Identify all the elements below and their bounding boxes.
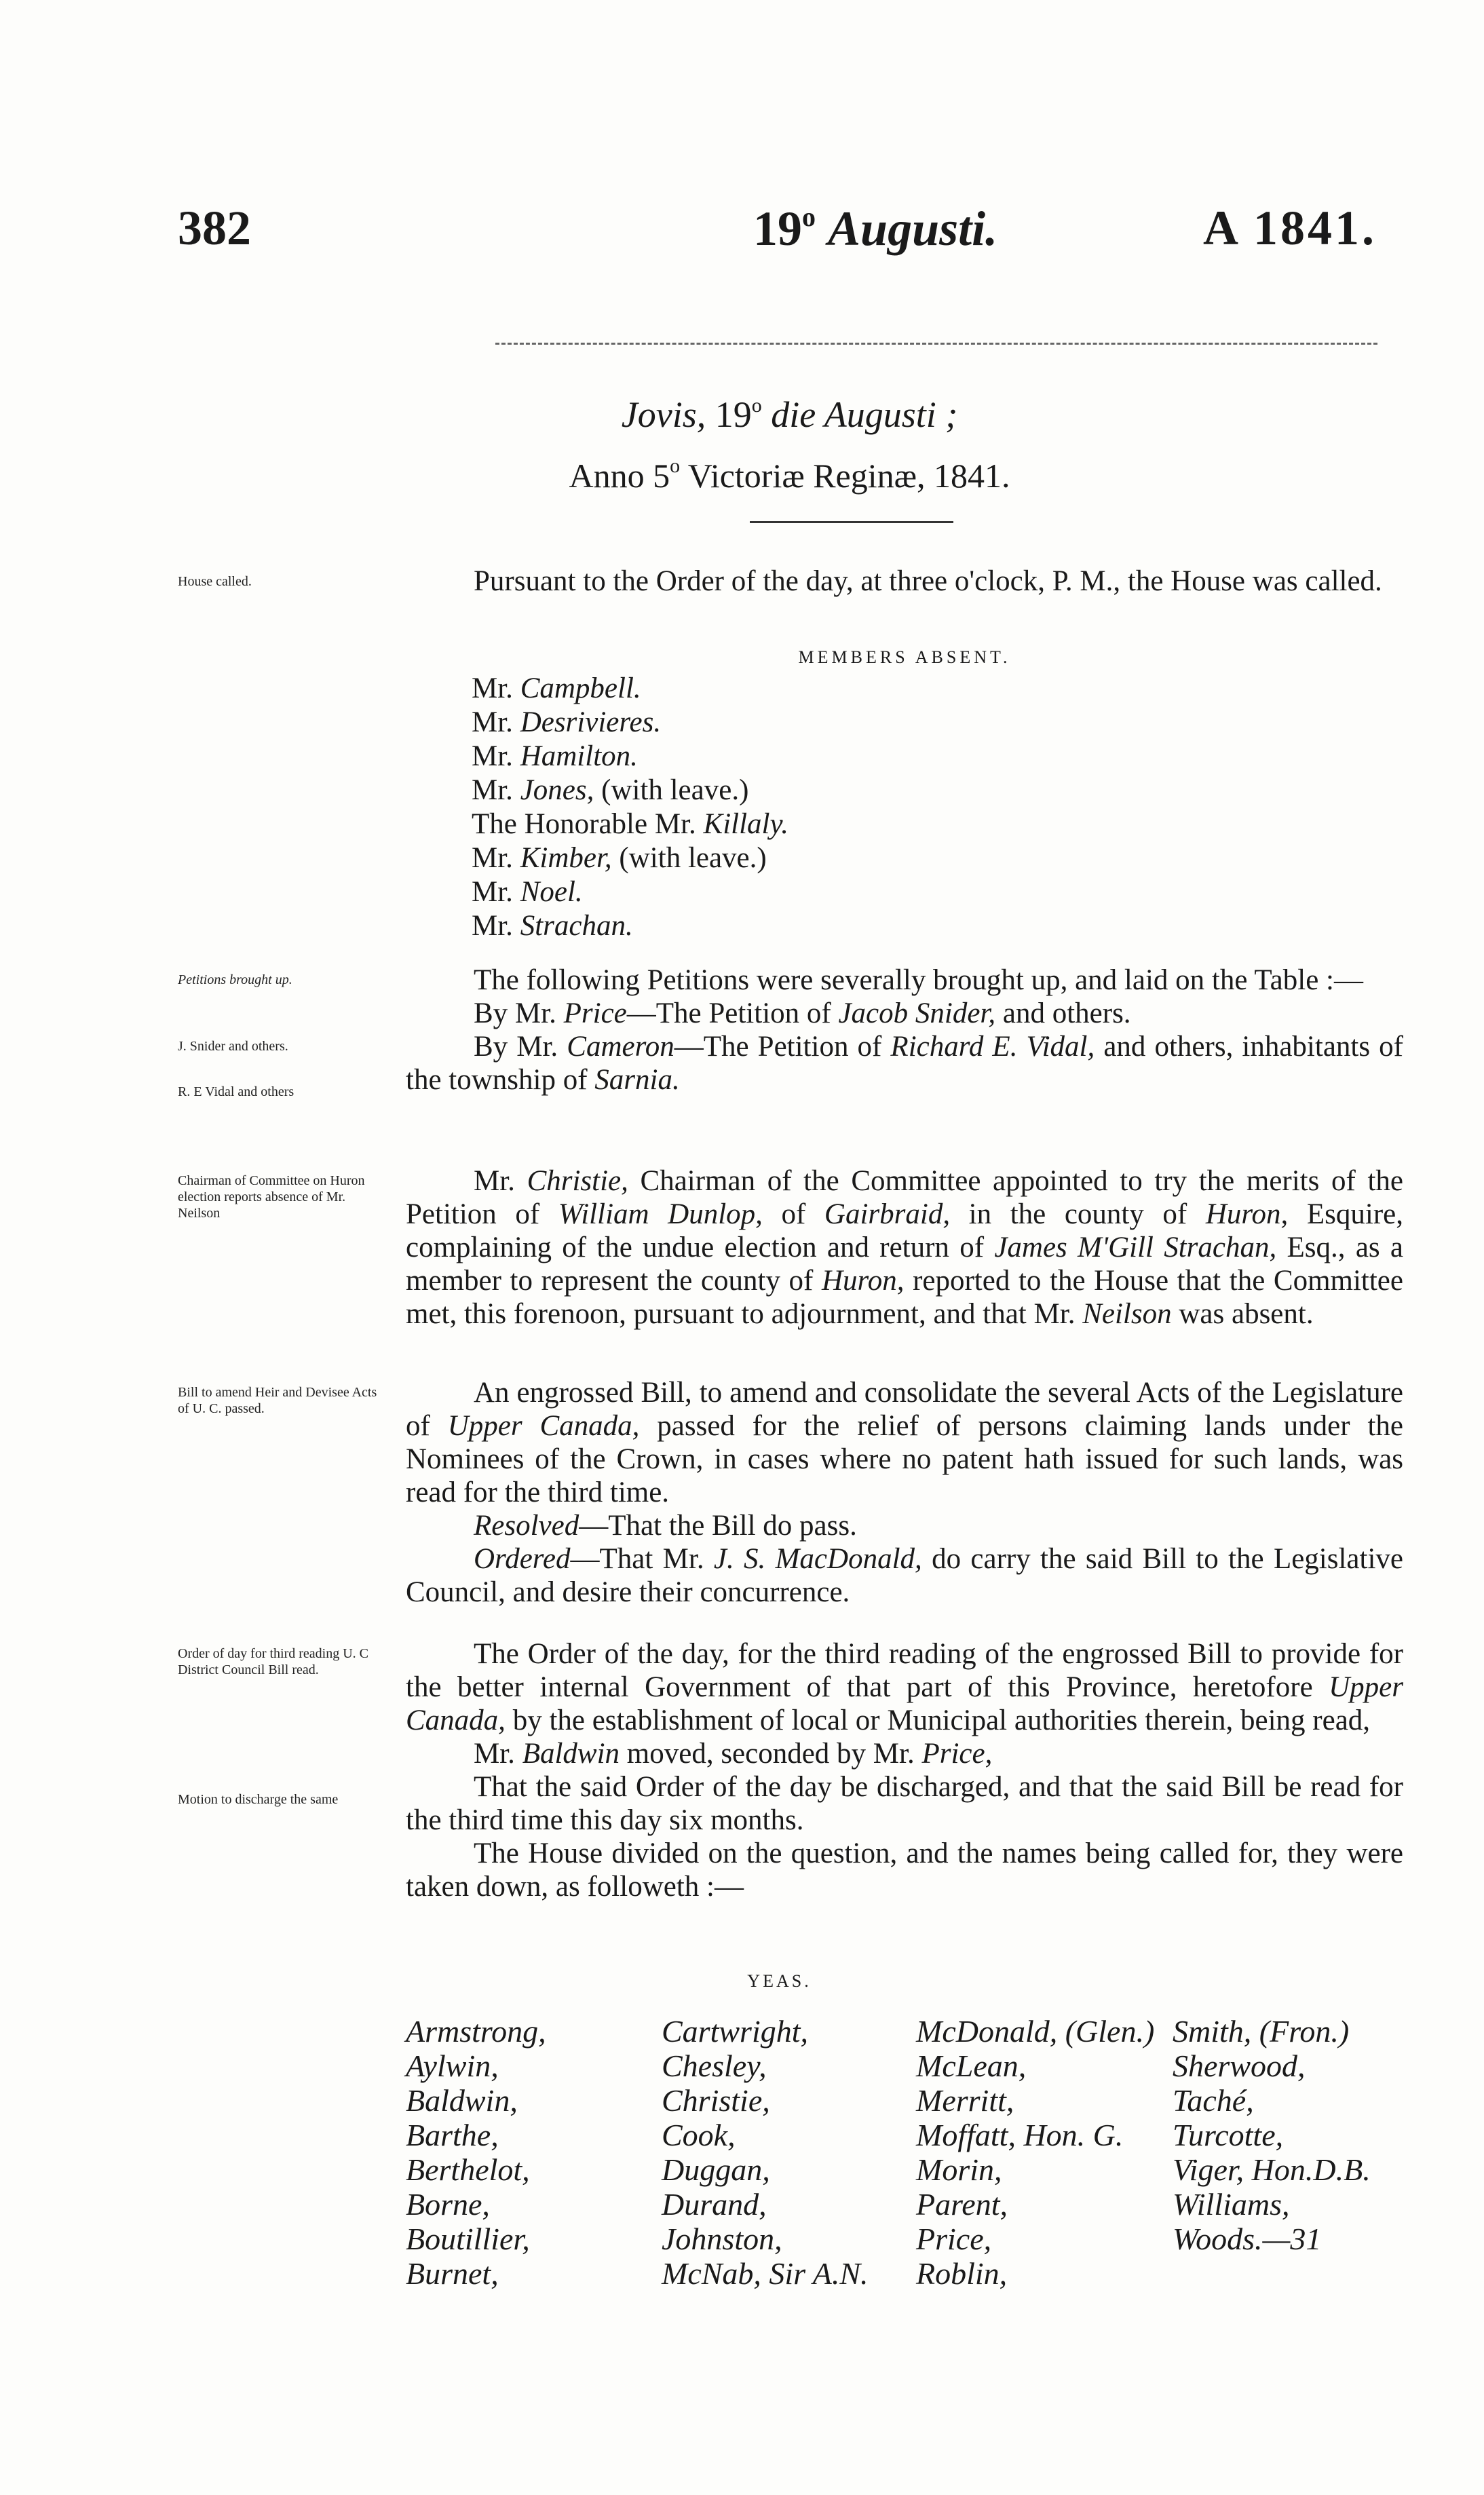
yea-name: McDonald, (Glen.): [916, 2014, 1155, 2049]
yea-name: Duggan,: [662, 2152, 770, 2187]
yea-name: Williams,: [1173, 2187, 1290, 2222]
absent-member: Mr. Campbell.: [472, 672, 641, 704]
yea-name: Cook,: [662, 2118, 736, 2152]
yea-name: Aylwin,: [406, 2049, 499, 2083]
yea-name: Woods.—31: [1173, 2222, 1322, 2256]
yeas-column-4: [1173, 2014, 1371, 2256]
snider-petition: By Mr. Price—The Petition of Jacob Snider, and others.: [474, 997, 1131, 1029]
yea-name: Barthe,: [406, 2118, 499, 2152]
yeas-column-3: [916, 2014, 1154, 2291]
vidal-petition: By Mr. Cameron—The Petition of Richard E. Vidal, and others, inhabitants of the township of Sarnia.: [406, 1031, 1403, 1096]
yeas-column-1: [406, 2014, 546, 2291]
note-house-called: House called.: [178, 574, 252, 589]
note-vidal: R. E Vidal and others: [178, 1084, 294, 1099]
note-chairman: Chairman of Committee on Huron election reports absence of Mr. Neilson: [178, 1173, 365, 1221]
absent-member: Mr. Jones, (with leave.): [472, 774, 749, 806]
header-rule: [495, 343, 1377, 345]
absent-member: Mr. Noel.: [472, 876, 583, 908]
discharge-line: That the said Order of the day be discharged, and that the said Bill be read for the third time this day six months.: [406, 1771, 1403, 1836]
yea-name: Baldwin,: [406, 2083, 518, 2118]
absent-member: Mr. Strachan.: [472, 910, 633, 942]
note-order-of-day: Order of day for third reading U. C District Council Bill read.: [178, 1646, 369, 1677]
yea-name: McNab, Sir A.N.: [662, 2256, 869, 2291]
yea-name: Cartwright,: [662, 2014, 809, 2049]
yea-name: Boutillier,: [406, 2222, 530, 2256]
absent-member: Mr. Kimber, (with leave.): [472, 842, 767, 874]
running-date: 19$^o$ Augusti.: [753, 202, 998, 256]
house-called-paragraph: Pursuant to the Order of the day, at three o'clock, P. M., the House was called.: [474, 565, 1382, 597]
members-absent-title: MEMBERS ABSENT.: [798, 647, 1011, 667]
yea-name: Morin,: [916, 2152, 1002, 2187]
chairman-paragraph: Mr. Christie, Chairman of the Committee appointed to try the merits of the Petition of William Dunlop, of Gairbraid, in the county of Huron, Esquire, complaining of the undue election and return of James M'Gill Strachan, Esq., as a member to represent the county of Huron, reported to the House that the Committee met, this forenoon, pursuant to adjournment, and that Mr. Neilson was absent.: [406, 1165, 1404, 1330]
yea-name: Christie,: [662, 2083, 770, 2118]
note-bill: Bill to amend Heir and Devisee Acts of U. C. passed.: [178, 1385, 377, 1416]
yea-name: Chesley,: [662, 2049, 767, 2083]
yea-name: Parent,: [916, 2187, 1008, 2222]
yea-name: Burnet,: [406, 2256, 499, 2291]
yeas-column-2: [662, 2014, 869, 2291]
yea-name: Price,: [916, 2222, 992, 2256]
yea-name: Durand,: [662, 2187, 767, 2222]
yea-name: Viger, Hon.D.B.: [1173, 2152, 1371, 2187]
yea-name: Smith, (Fron.): [1173, 2014, 1350, 2049]
ordered-line: Ordered—That Mr. J. S. MacDonald, do carry the said Bill to the Legislative Council, and desire their concurrence.: [406, 1543, 1403, 1608]
note-snider: J. Snider and others.: [178, 1039, 288, 1054]
yea-name: Sherwood,: [1173, 2049, 1306, 2083]
note-motion: Motion to discharge the same: [178, 1792, 339, 1807]
yea-name: Roblin,: [916, 2256, 1008, 2291]
bill-paragraph: An engrossed Bill, to amend and consolidate the several Acts of the Legislature of Upper Canada, passed for the relief of persons claiming lands under the Nominees of the Crown, in cases where no patent hath issued for such lands, was read for the third time. Resolved—That the Bill do pass. Ordered—That Mr. J. S. MacDonald, do carry the said Bill to the Legislative Council, and desire their concurrence.: [406, 1377, 1403, 1608]
order-of-day-paragraph: The Order of the day, for the third reading of the engrossed Bill to provide for the better internal Government of that part of this Province, heretofore Upper Canada, by the establishment of local or Municipal authorities therein, being read, Mr. Baldwin moved, seconded by Mr. Price, That the said Order of the day be discharged, and that the said Bill be read for the third time this day six months. The House divided on the question, and the names being called for, they were taken down, as followeth :—: [406, 1638, 1403, 1903]
absent-list: [472, 672, 788, 943]
session-year: Anno 5$^o$ Victoriæ Reginæ, 1841.: [569, 455, 1010, 495]
motion-line: Mr. Baldwin moved, seconded by Mr. Price,: [474, 1738, 993, 1770]
divided-line: The House divided on the question, and the names being called for, they were taken down, as followeth :—: [406, 1837, 1403, 1903]
yea-name: Berthelot,: [406, 2152, 530, 2187]
yea-name: Merritt,: [916, 2083, 1014, 2118]
yea-name: Turcotte,: [1173, 2118, 1284, 2152]
dateline-rule: [750, 521, 953, 523]
yea-name: Armstrong,: [406, 2014, 546, 2049]
yeas-title: YEAS.: [747, 1971, 812, 1991]
page-number: 382: [178, 201, 251, 255]
yea-name: Borne,: [406, 2187, 490, 2222]
resolved-line: Resolved—That the Bill do pass.: [474, 1510, 857, 1542]
petitions-paragraph: The following Petitions were severally brought up, and laid on the Table :— By Mr. Price—The Petition of Jacob Snider, and others. By Mr. Cameron—The Petition of Richard E. Vidal, and others, inhabitants of the township of Sarnia.: [406, 964, 1403, 1096]
absent-member: The Honorable Mr. Killaly.: [472, 808, 788, 840]
absent-member: Mr. Hamilton.: [472, 740, 638, 772]
session-day: Jovis, 19$^o$ die Augusti ;: [621, 394, 958, 435]
yea-name: Johnston,: [662, 2222, 782, 2256]
running-year: A 1841.: [1203, 201, 1377, 255]
note-petitions: Petitions brought up.: [178, 972, 292, 987]
yea-name: Moffatt, Hon. G.: [916, 2118, 1124, 2152]
yea-name: Taché,: [1173, 2083, 1254, 2118]
absent-member: Mr. Desrivieres.: [472, 706, 662, 738]
yea-name: McLean,: [916, 2049, 1027, 2083]
